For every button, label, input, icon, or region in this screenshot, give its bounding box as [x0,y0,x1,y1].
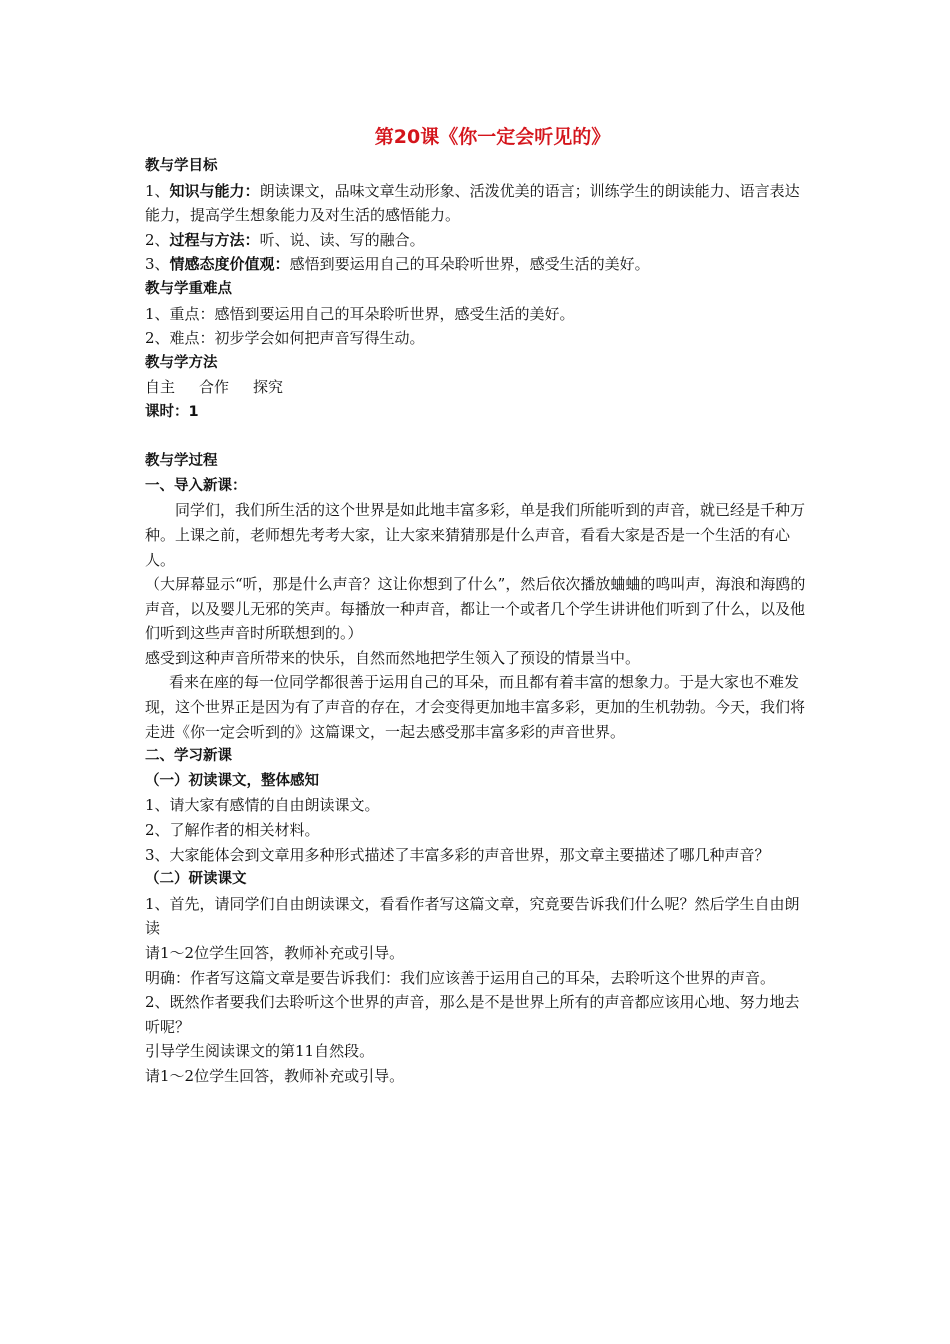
goal-label: 过程与方法： [169,230,260,249]
paragraph: （大屏幕显示“听，那是什么声音？这让你想到了什么”，然后依次播放蛐蛐的鸣叫声，海浪和海鸥的声音，以及婴儿无邪的笑声。每播放一种声音，都让一个或者几个学生讲讲他们听到了什么，以及他们听到这些声音时所联想到的。） [145,575,806,643]
goal-num: 3、 [145,255,170,274]
spacer [145,425,810,450]
process-heading: 教与学过程 [145,453,218,470]
list-item: 明确：作者写这篇文章是要告诉我们：我们应该善于运用自己的耳朵，去聆听这个世界的声音。 [145,968,776,987]
methods-list [145,375,810,400]
goals-heading: 教与学目标 [145,158,218,174]
section-heading: 一、导入新课： [145,477,247,494]
document-title: 第20课《你一定会听见的》 [374,126,611,148]
goal-item [145,179,810,228]
list-item: 引导学生阅读课文的第11自然段。 [145,1042,375,1061]
section-heading: 二、学习新课 [145,748,232,765]
document-page [145,122,810,1089]
goal-num: 2、 [145,230,170,249]
paragraph: 感受到这种声音所带来的快乐，自然而然地把学生领入了预设的情景当中。 [145,648,641,667]
list-item: 2、了解作者的相关材料。 [145,821,320,840]
list-item: 3、大家能体会到文章用多种形式描述了丰富多彩的声音世界，那文章主要描述了哪几种声音？ [145,845,770,864]
goal-text: 听、说、读、写的融合。 [259,230,425,249]
list-item: 请1～2位学生回答，教师补充或引导。 [145,1066,405,1085]
method-item: 合作 [199,378,230,397]
difficulties-heading: 教与学重难点 [145,280,232,297]
list-item: 请1～2位学生回答，教师补充或引导。 [145,944,405,962]
methods-heading: 教与学方法 [145,354,218,371]
goal-label: 知识与能力： [169,181,260,200]
difficulty-item: 1、重点：感悟到要运用自己的耳朵聆听世界，感受生活的美好。 [145,304,575,323]
goal-item [145,252,810,277]
method-item: 探究 [253,378,284,397]
subsection-heading: （二）研读课文 [145,871,247,888]
goal-num: 1、 [145,181,170,200]
subsection-heading: （一）初读课文，整体感知 [145,772,319,789]
goal-text: 朗读课文，品味文章生动形象、活泼优美的语言；训练学生的朗读能力、语言表达能力，提高学生想象能力及对生活的感悟能力。 [145,181,800,225]
list-item: 1、请大家有感情的自由朗读课文。 [145,796,380,815]
goal-text: 感悟到要运用自己的耳朵聆听世界，感受生活的美好。 [289,255,650,274]
goal-item [145,228,810,253]
list-item: 2、既然作者要我们去聆听这个世界的声音，那么是不是世界上所有的声音都应该用心地、努力地去听呢？ [145,993,800,1036]
class-hours: 课时：1 [145,403,199,420]
difficulty-item: 2、难点：初步学会如何把声音写得生动。 [145,329,425,348]
list-item: 1、首先，请同学们自由朗读课文，看看作者写这篇文章，究竟要告诉我们什么呢？然后学生自由朗读 [145,894,800,938]
goal-label: 情感态度价值观： [169,255,290,274]
method-item: 自主 [145,378,176,397]
paragraph: 看来在座的每一位同学都很善于运用自己的耳朵，而且都有着丰富的想象力。于是大家也不难发现，这个世界正是因为有了声音的存在，才会变得更加地丰富多彩，更加的生机勃勃。今天，我们将走进《你一定会听到的》这篇课文，一起去感受那丰富多彩的声音世界。 [145,673,806,741]
paragraph: 同学们，我们所生活的这个世界是如此地丰富多彩，单是我们所能听到的声音，就已经是千种万种。上课之前，老师想先考考大家，让大家来猜猜那是什么声音，看看大家是否是一个生活的有心人。 [145,501,806,569]
